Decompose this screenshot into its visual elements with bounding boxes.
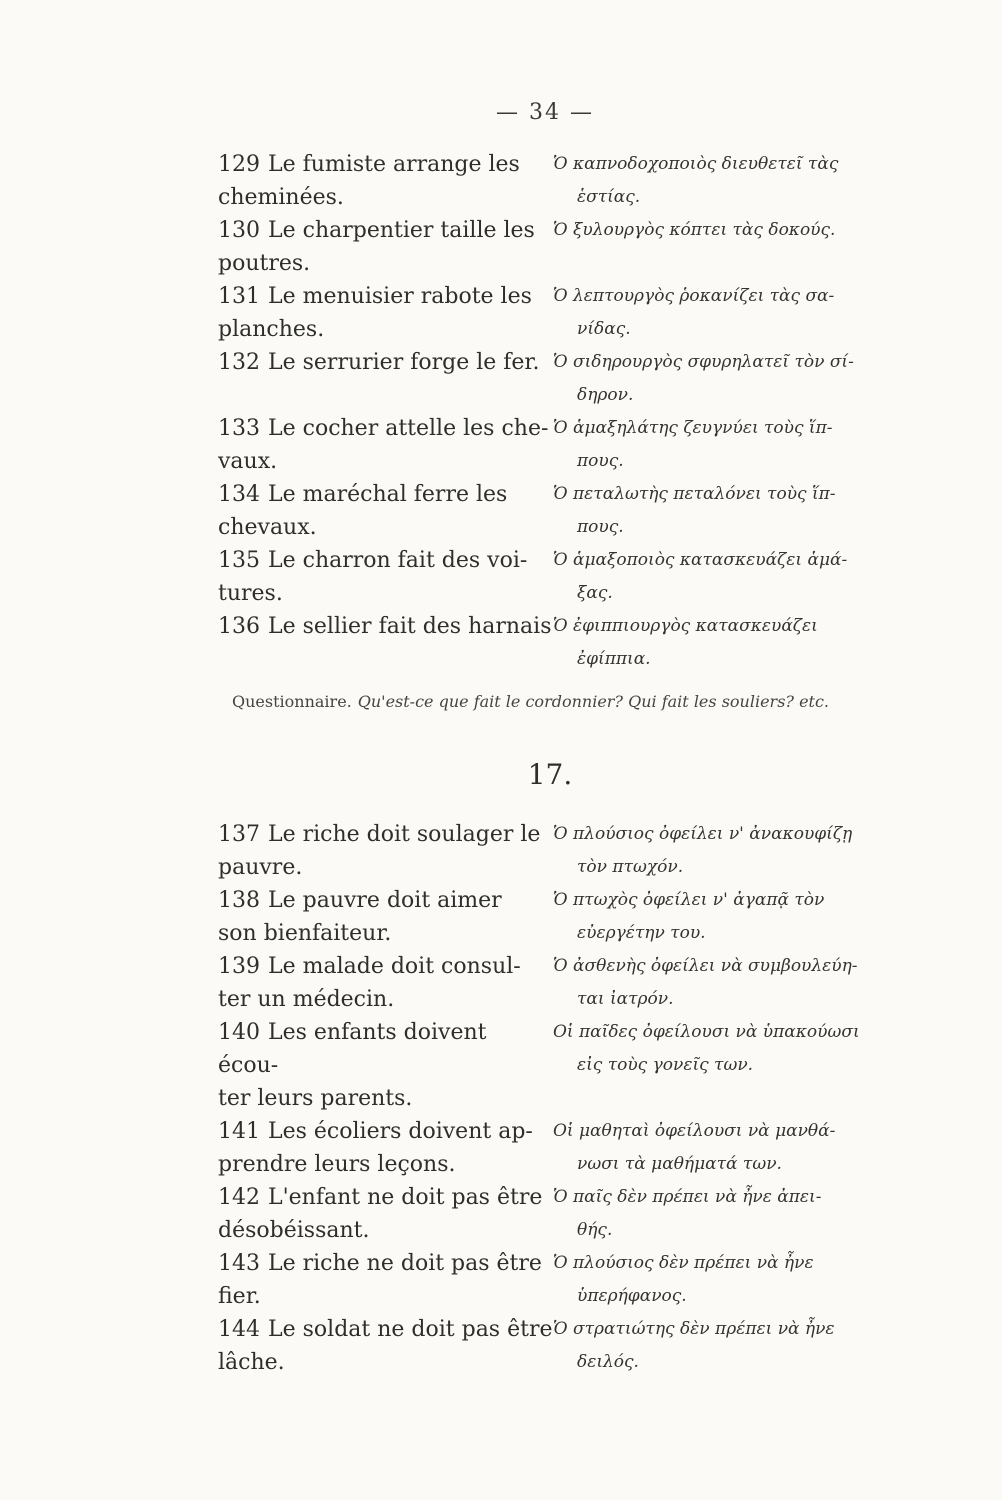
questionnaire [232,692,932,711]
greek-line: Ὁ λεπτουργὸς ῥοκανίζει τὰς σα- [553,286,835,306]
greek-line: Ὁ πλούσιος δὲν πρέπει νὰ ἦνε [553,1253,814,1273]
greek-line: Ὁ παῖς δὲν πρέπει νὰ ἦνε ἀπει- [553,1187,822,1207]
french-line [218,643,553,676]
greek-text [553,280,918,346]
greek-line: πους. [577,451,624,471]
french-line: ter leurs parents. [218,1086,413,1111]
french-line: fier. [218,1284,261,1309]
questionnaire-text: Qu'est-ce que fait le cordonnier? Qui fait les souliers? etc. [357,692,830,711]
entry-144 [218,1313,918,1379]
entry-number: 133 [218,416,260,441]
greek-line: Ὁ πεταλωτὴς πεταλόνει τοὺς ἵπ- [553,484,836,504]
french-text [218,818,553,884]
greek-line: Οἱ μαθηταὶ ὀφείλουσι νὰ μανθά- [553,1121,836,1141]
french-line: Le menuisier rabote les [268,284,532,309]
entry-number: 144 [218,1317,260,1342]
entry-130 [218,214,918,280]
section-number: 17. [527,758,573,791]
entry-143 [218,1247,918,1313]
french-line: poutres. [218,251,311,276]
french-text [218,1313,553,1379]
entry-number: 134 [218,482,260,507]
greek-text [553,478,918,544]
greek-line: ἐφίππια. [577,649,651,669]
entry-number: 138 [218,888,260,913]
greek-text [553,1115,918,1181]
entry-number: 143 [218,1251,260,1276]
french-line: Le charpentier taille les [268,218,535,243]
entry-137 [218,818,918,884]
greek-line: ἑστίας. [577,187,641,207]
greek-text [553,884,918,950]
greek-line: Ὁ ἁμαξηλάτης ζευγνύει τοὺς ἵπ- [553,418,833,438]
entry-number: 132 [218,350,260,375]
entry-number: 142 [218,1185,260,1210]
french-line: Le sellier fait des harnais [268,614,552,639]
greek-line [553,247,918,280]
entries-section-1 [218,148,918,676]
french-line: Le serrurier forge le fer. [268,350,540,375]
greek-line: Ὁ πτωχὸς ὀφείλει ν' ἀγαπᾷ τὸν [553,890,825,910]
greek-text [553,1313,918,1379]
french-text [218,280,553,346]
french-text [218,346,553,412]
questionnaire-label: Questionnaire. [232,692,352,711]
greek-line: νωσι τὰ μαθήματά των. [577,1154,782,1174]
greek-text [553,148,918,214]
french-line: Le cocher attelle les che- [268,416,549,441]
greek-line: πους. [577,517,624,537]
entry-number: 129 [218,152,260,177]
french-line: planches. [218,317,325,342]
french-line: son bienfaiteur. [218,921,392,946]
entry-number: 141 [218,1119,260,1144]
greek-line: δειλός. [577,1352,639,1372]
entry-135 [218,544,918,610]
greek-line: Ὁ ξυλουργὸς κόπτει τὰς δοκούς. [553,220,836,240]
french-line: cheminées. [218,185,344,210]
french-line: Les enfants doivent écou- [218,1020,487,1078]
entry-132 [218,346,918,412]
greek-text [553,950,918,1016]
french-line: Les écoliers doivent ap- [268,1119,533,1144]
french-line: lâche. [218,1350,285,1375]
greek-line: Ὁ στρατιώτης δὲν πρέπει νὰ ἦνε [553,1319,835,1339]
page-number: — 34 — [496,100,594,125]
entry-131 [218,280,918,346]
greek-line: Ὁ ἐφιππιουργὸς κατασκευάζει [553,616,818,636]
entry-138 [218,884,918,950]
french-line: Le maréchal ferre les [268,482,508,507]
french-line: désobéissant. [218,1218,370,1243]
french-line: Le fumiste arrange les [268,152,520,177]
french-line: chevaux. [218,515,317,540]
entry-133 [218,412,918,478]
entry-141 [218,1115,918,1181]
french-text [218,950,553,1016]
greek-line: Ὁ πλούσιος ὀφείλει ν' ἀνακουφίζῃ [553,824,853,844]
french-line: Le pauvre doit aimer [268,888,502,913]
greek-text [553,1247,918,1313]
entry-142 [218,1181,918,1247]
french-line: vaux. [218,449,278,474]
french-text [218,148,553,214]
greek-line: Ὁ σιδηρουργὸς σφυρηλατεῖ τὸν σί- [553,352,854,372]
greek-line: ξας. [577,583,613,603]
greek-line: εὐεργέτην του. [577,923,706,943]
entry-number: 137 [218,822,260,847]
entry-number: 139 [218,954,260,979]
french-text [218,610,553,676]
greek-text [553,1016,918,1082]
french-line: tures. [218,581,283,606]
greek-line: δηρον. [577,385,634,405]
greek-line: θής. [577,1220,613,1240]
greek-line: Ὁ καπνοδοχοποιὸς διευθετεῖ τὰς [553,154,839,174]
greek-text [553,412,918,478]
french-text [218,544,553,610]
greek-line: Ὁ ἀσθενὴς ὀφείλει νὰ συμβουλεύη- [553,956,858,976]
entry-number: 140 [218,1020,260,1045]
french-text [218,1016,553,1115]
entry-139 [218,950,918,1016]
entry-number: 136 [218,614,260,639]
french-line: ter un médecin. [218,987,395,1012]
greek-line: Οἱ παῖδες ὀφείλουσι νὰ ὑπακούωσι [553,1022,860,1042]
entry-134 [218,478,918,544]
greek-line: τὸν πτωχόν. [577,857,684,877]
french-text [218,412,553,478]
greek-line: νίδας. [577,319,631,339]
greek-line: Ὁ ἁμαξοποιὸς κατασκευάζει ἁμά- [553,550,848,570]
french-line: L'enfant ne doit pas être [268,1185,543,1210]
greek-text [553,818,918,884]
french-line: pauvre. [218,855,303,880]
entry-number: 130 [218,218,260,243]
french-text [218,214,553,280]
greek-line: ὑπερήφανος. [577,1286,687,1306]
french-line: prendre leurs leçons. [218,1152,456,1177]
greek-text [553,610,918,676]
greek-text [553,1181,918,1247]
french-line: Le riche ne doit pas être [268,1251,542,1276]
entry-136 [218,610,918,676]
greek-text [553,544,918,610]
entry-number: 135 [218,548,260,573]
greek-text [553,214,918,280]
entry-129 [218,148,918,214]
entry-140 [218,1016,918,1115]
entries-section-2 [218,818,918,1379]
french-text [218,478,553,544]
french-text [218,1181,553,1247]
entry-number: 131 [218,284,260,309]
french-line: Le malade doit consul- [268,954,521,979]
french-text [218,884,553,950]
greek-line: εἰς τοὺς γονεῖς των. [577,1055,754,1075]
french-text [218,1247,553,1313]
greek-text [553,346,918,412]
french-line: Le riche doit soulager le [268,822,541,847]
french-text [218,1115,553,1181]
french-line: Le charron fait des voi- [268,548,528,573]
french-line [218,379,553,412]
french-line: Le soldat ne doit pas être [268,1317,553,1342]
greek-line: ται ἰατρόν. [577,989,674,1009]
